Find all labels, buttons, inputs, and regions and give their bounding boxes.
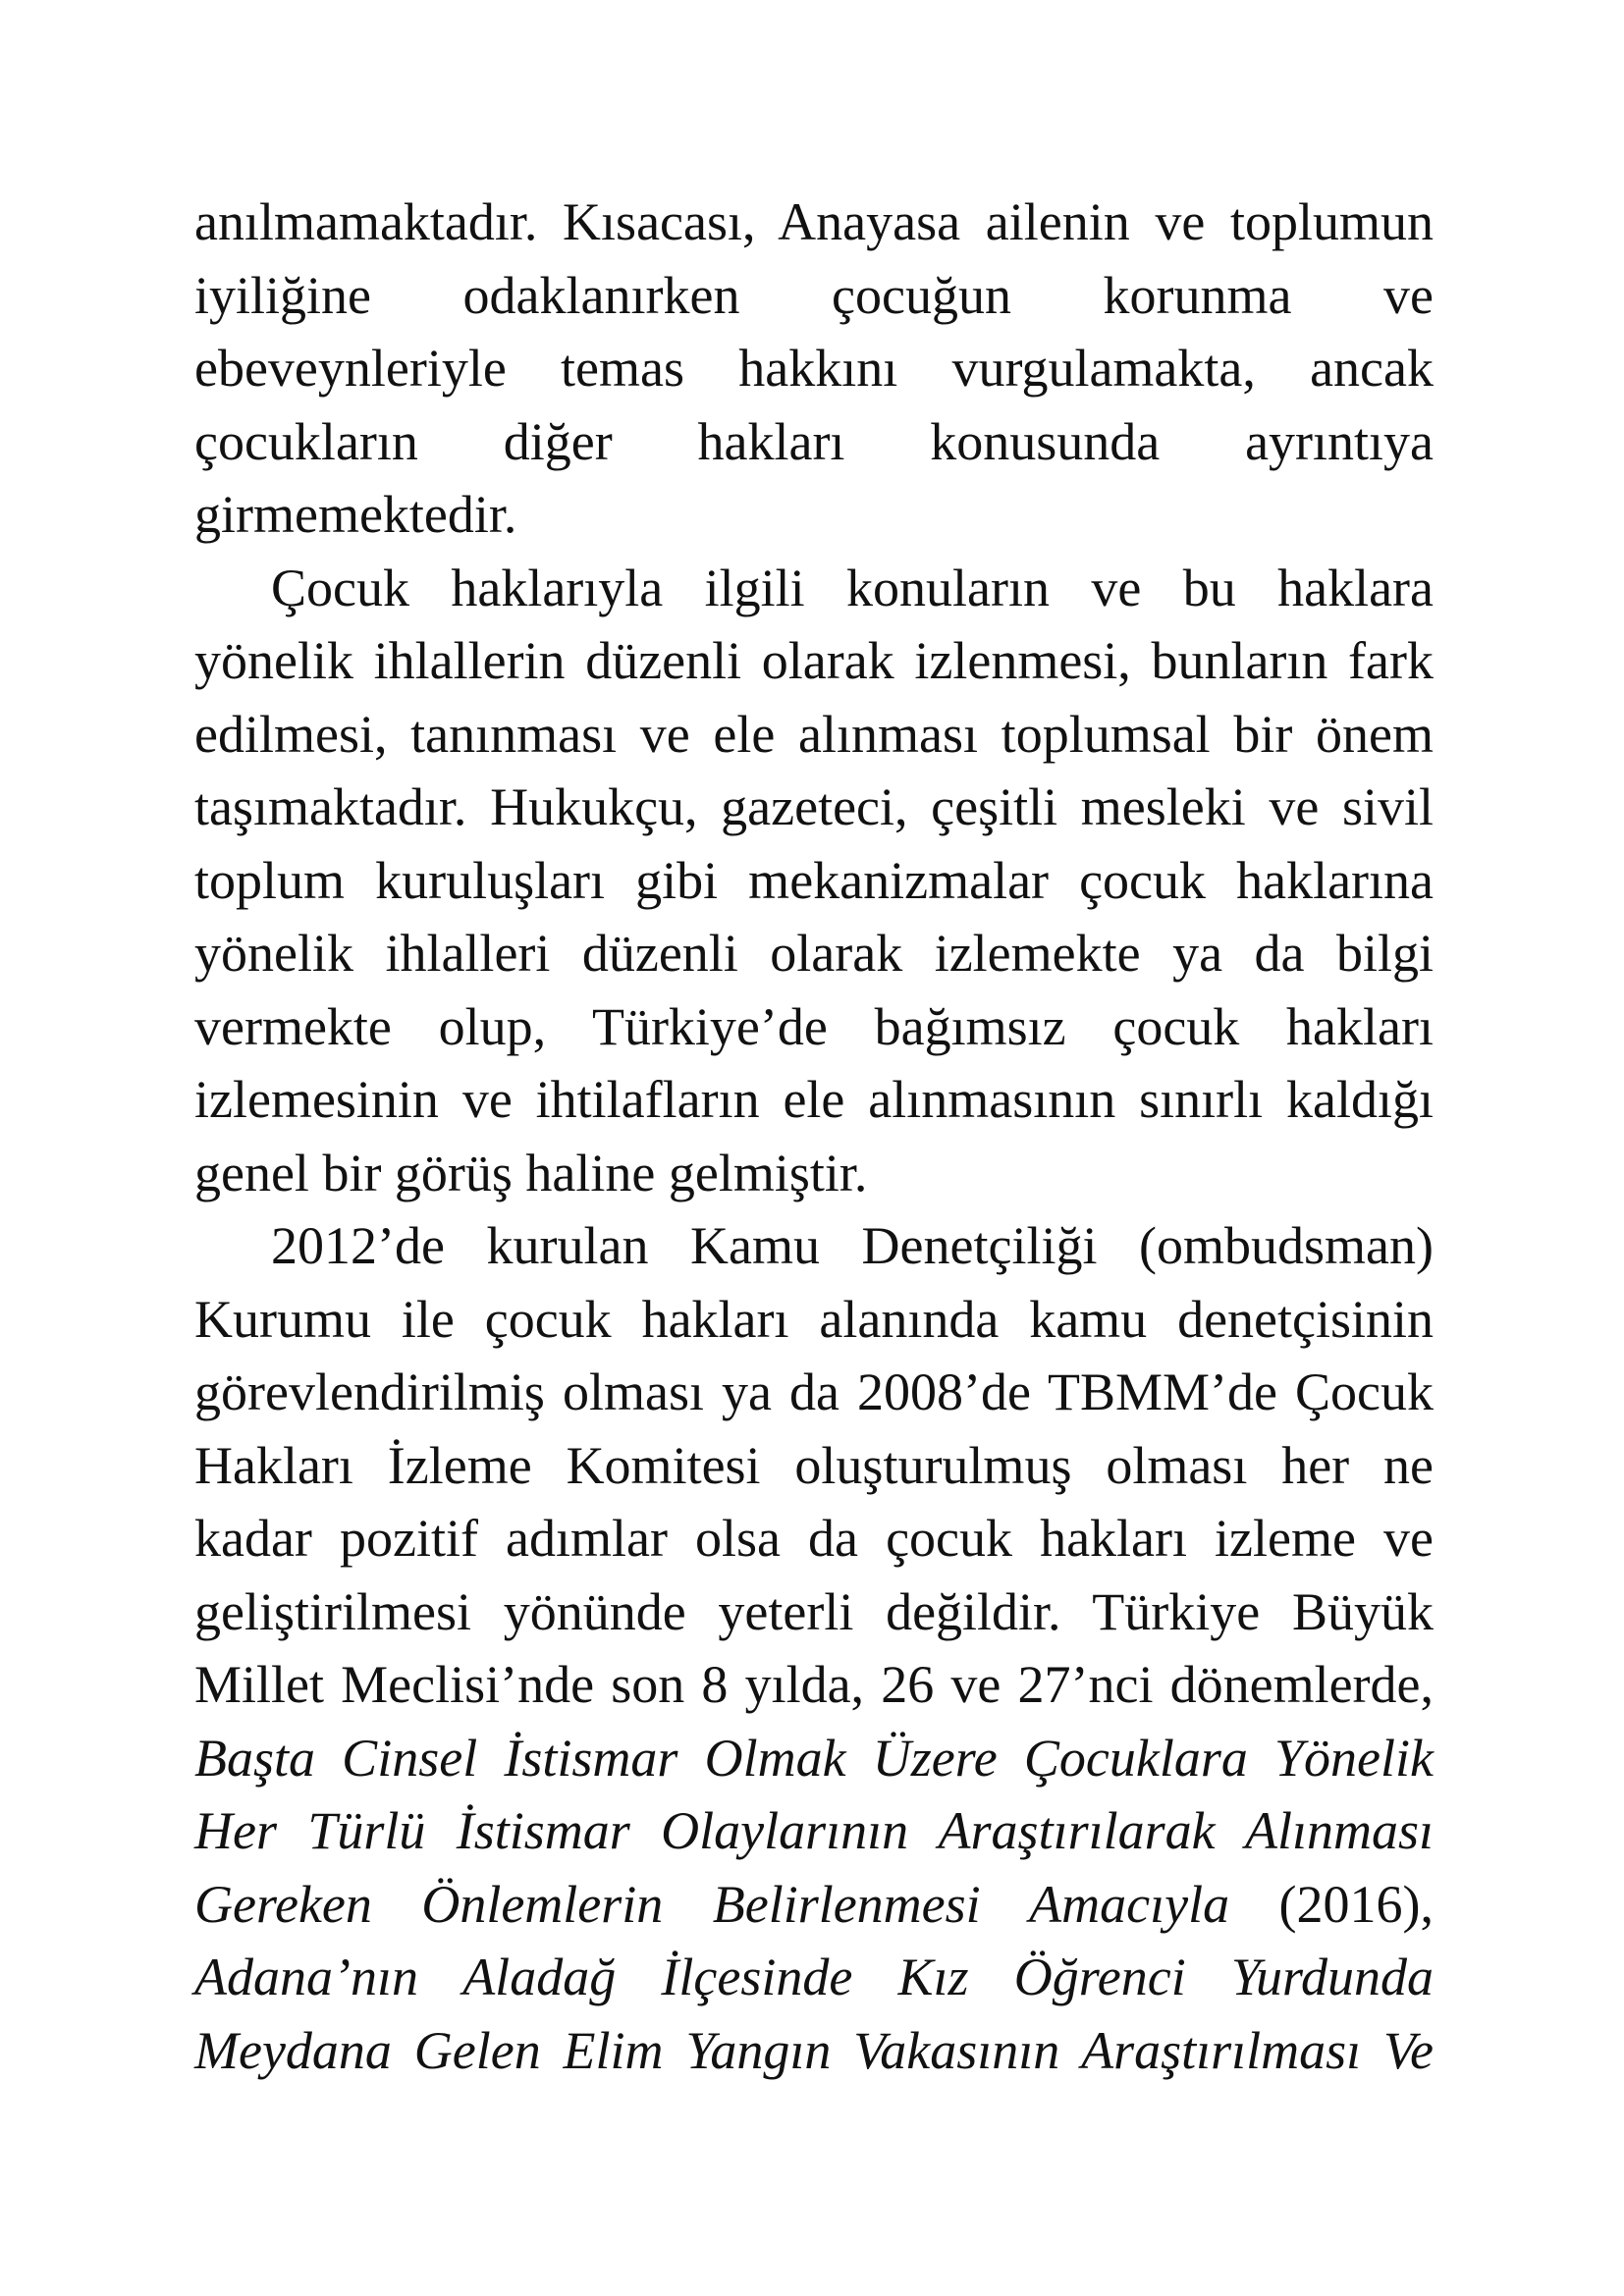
text-line: yönelik ihlallerin düzenli olarak izlenmesi, bunların fark	[194, 631, 1434, 690]
text-line: taşımaktadır. Hukukçu, gazeteci, çeşitli mesleki ve sivil	[194, 777, 1434, 836]
text-line: Çocuk haklarıyla ilgili konuların ve bu haklara	[271, 558, 1434, 617]
italic-title-text: Adana’nın Aladağ İlçesinde Kız Öğrenci Yurdunda	[194, 1948, 1434, 2006]
paragraph	[194, 1209, 1434, 1722]
text-line: görevlendirilmiş olması ya da 2008’de TBMM’de Çocuk	[194, 1362, 1434, 1421]
text-line: edilmesi, tanınması ve ele alınması toplumsal bir önem	[194, 704, 1434, 764]
italic-title-text: Her Türlü İstismar Olaylarının Araştırılarak Alınması	[194, 1801, 1434, 1860]
text-line: izlemesinin ve ihtilafların ele alınmasının sınırlı kaldığı	[194, 1070, 1434, 1129]
text-line: vermekte olup, Türkiye’de bağımsız çocuk hakları	[194, 996, 1434, 1056]
plain-text: (2016),	[1229, 1874, 1434, 1934]
text-line: Hakları İzleme Komitesi oluşturulmuş olması her ne	[194, 1435, 1434, 1495]
text-line	[194, 1941, 1434, 2014]
text-line	[194, 1794, 1434, 1868]
paragraph	[194, 552, 1434, 1210]
text-line: yönelik ihlalleri düzenli olarak izlemekte ya da bilgi	[194, 924, 1434, 983]
text-line	[194, 1722, 1434, 1795]
italic-title-text: Gereken Önlemlerin Belirlenmesi Amacıyla	[194, 1874, 1230, 1934]
text-line: Millet Meclisi’nde son 8 yılda, 26 ve 27’nci dönemlerde,	[194, 1655, 1434, 1714]
text-line: kadar pozitif adımlar olsa da çocuk hakları izleme ve	[194, 1509, 1434, 1568]
paragraph	[194, 186, 1434, 552]
text-line: anılmamaktadır. Kısacası, Anayasa ailenin ve toplumun	[194, 192, 1434, 251]
italic-title-text: Meydana Gelen Elim Yangın Vakasının Araştırılması Ve	[194, 2020, 1434, 2080]
body-text	[194, 186, 1434, 2087]
text-line: Kurumu ile çocuk hakları alanında kamu denetçisinin	[194, 1289, 1434, 1349]
text-line	[194, 1868, 1434, 1942]
text-line: genel bir görüş haline gelmiştir.	[194, 1143, 868, 1202]
text-line: çocukların diğer hakları konusunda ayrıntıya	[194, 411, 1434, 471]
text-line: ebeveynleriyle temas hakkını vurgulamakta, ancak	[194, 339, 1434, 398]
italic-title-text: Başta Cinsel İstismar Olmak Üzere Çocuklara Yönelik	[194, 1728, 1434, 1788]
paragraph-continuation	[194, 1722, 1434, 2088]
text-line: 2012’de kurulan Kamu Denetçiliği (ombudsman)	[271, 1216, 1434, 1275]
text-line: iyiliğine odaklanırken çocuğun korunma ve	[194, 265, 1434, 325]
text-line	[194, 2014, 1434, 2088]
text-line: toplum kuruluşları gibi mekanizmalar çocuk haklarına	[194, 850, 1434, 910]
text-line: geliştirilmesi yönünde yeterli değildir. Türkiye Büyük	[194, 1581, 1434, 1641]
text-line: girmemektedir.	[194, 485, 517, 544]
